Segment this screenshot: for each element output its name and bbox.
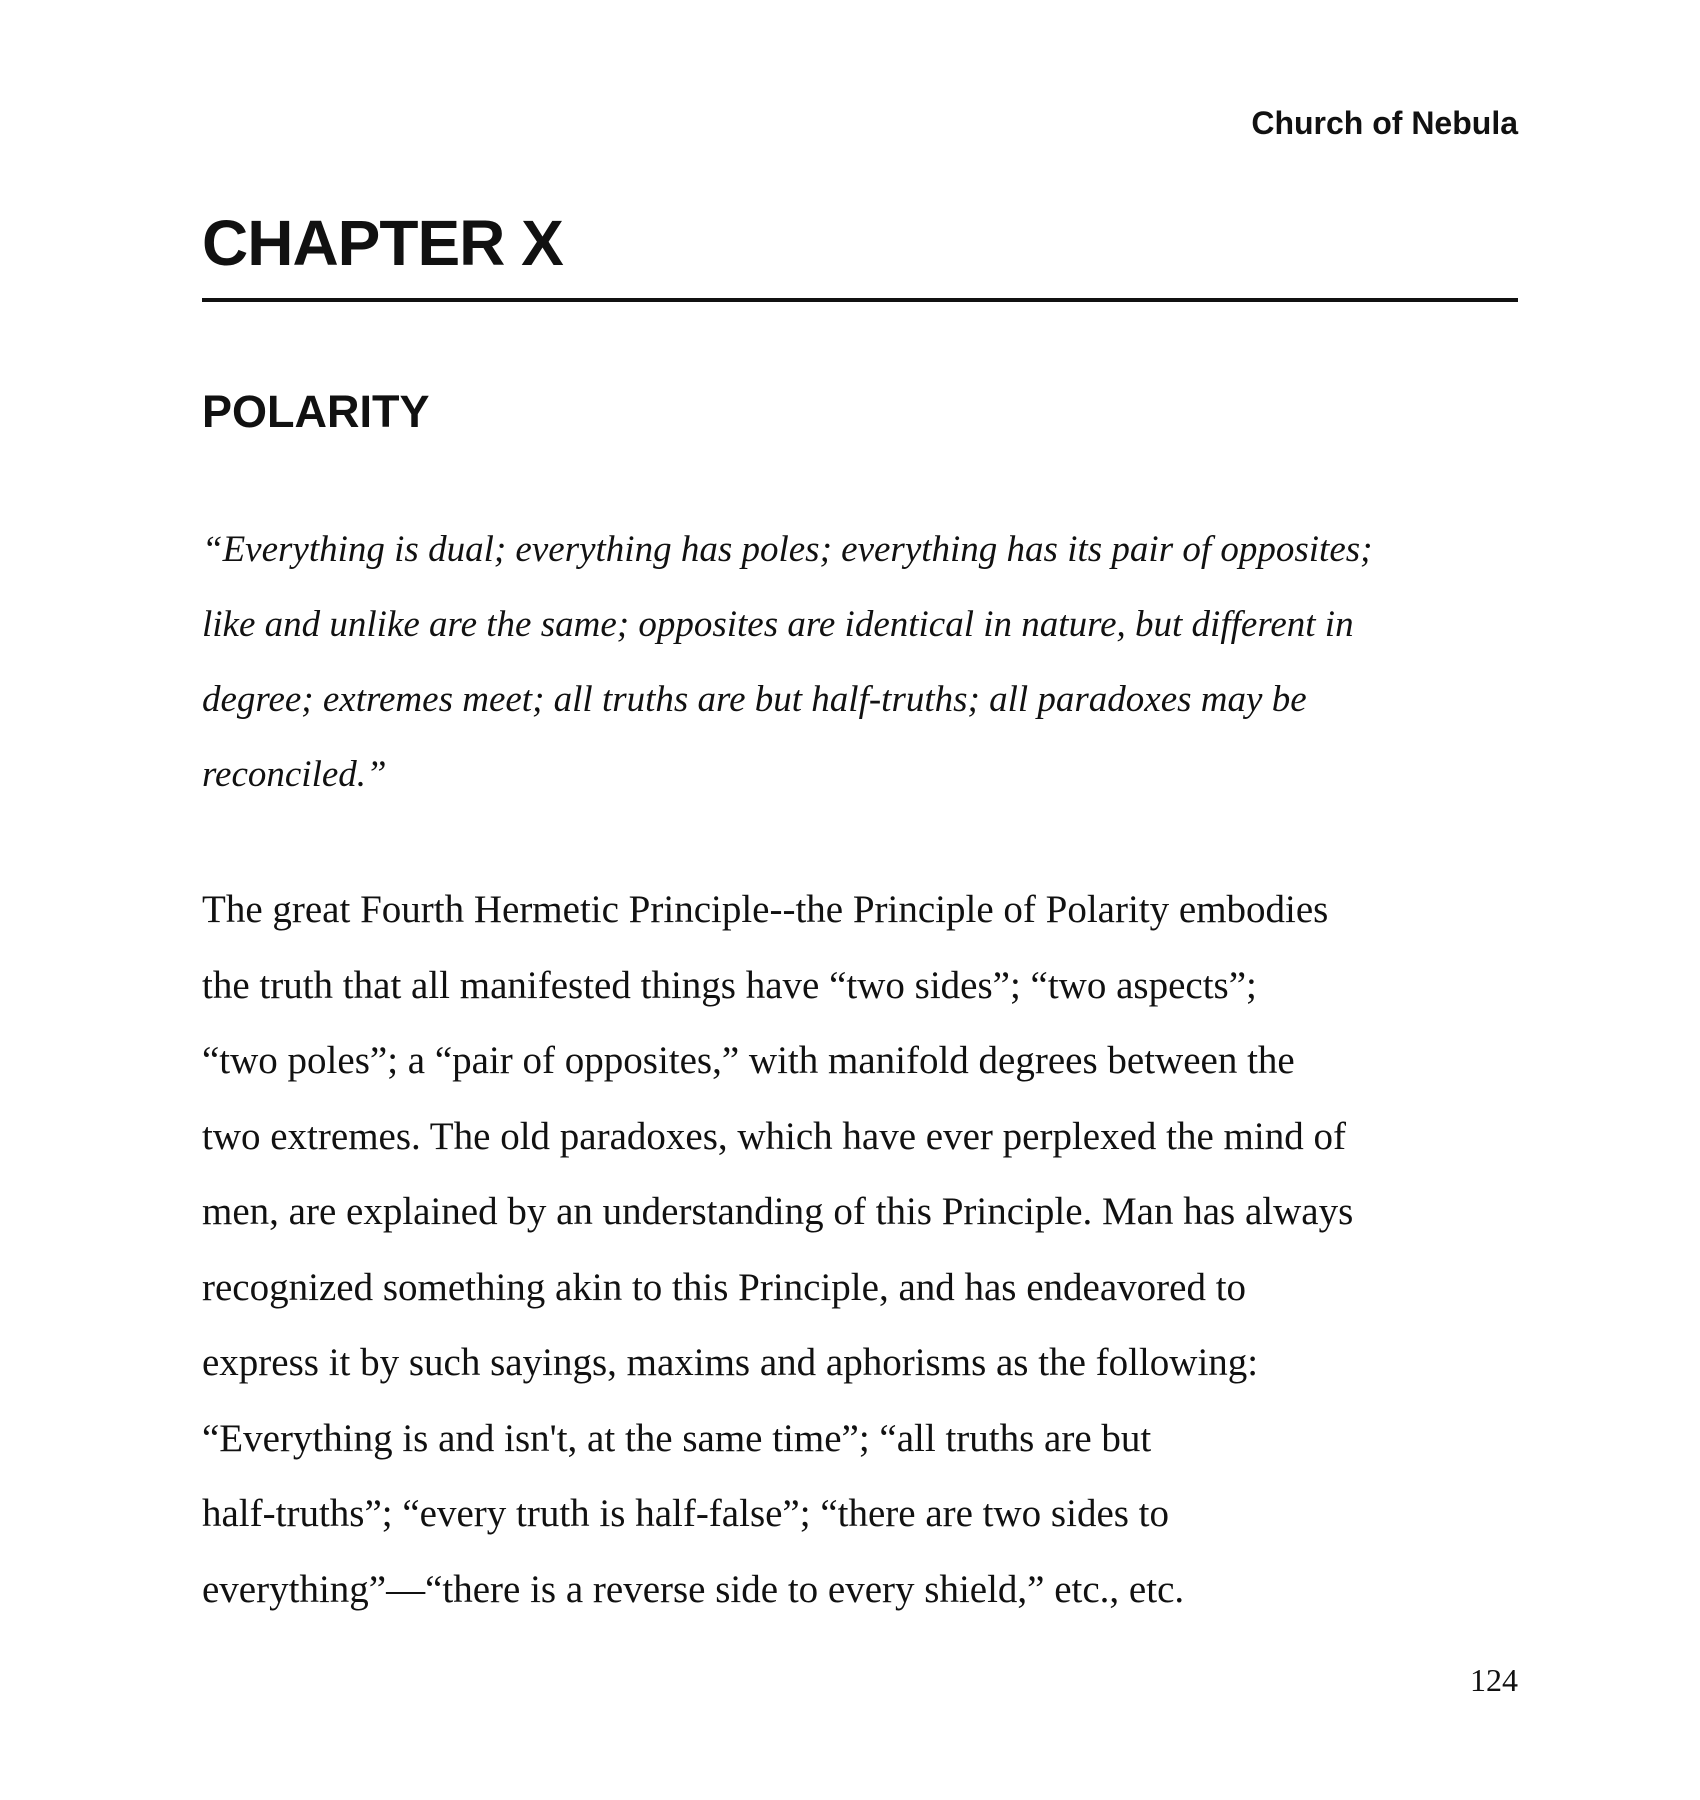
running-header: Church of Nebula bbox=[1251, 105, 1518, 141]
section-title: POLARITY bbox=[202, 386, 430, 437]
body-paragraph bbox=[202, 872, 1518, 1627]
body-line: The great Fourth Hermetic Principle--the Principle of Polarity embodies bbox=[202, 888, 1329, 931]
chapter-divider bbox=[202, 298, 1518, 302]
body-line: everything”—“there is a reverse side to every shield,” etc., etc. bbox=[202, 1567, 1185, 1611]
body-line: men, are explained by an understanding of this Principle. Man has always bbox=[202, 1190, 1354, 1233]
epigraph-line: reconciled.” bbox=[202, 754, 387, 795]
body-line: express it by such sayings, maxims and aphorisms as the following: bbox=[202, 1341, 1259, 1384]
body-line: “two poles”; a “pair of opposites,” with manifold degrees between the bbox=[202, 1039, 1295, 1082]
epigraph-line: degree; extremes meet; all truths are but half-truths; all paradoxes may be bbox=[202, 679, 1307, 720]
page-number: 124 bbox=[1470, 1662, 1518, 1698]
chapter-title: CHAPTER X bbox=[202, 207, 563, 279]
body-line: half-truths”; “every truth is half-false”; “there are two sides to bbox=[202, 1492, 1170, 1535]
epigraph-line: like and unlike are the same; opposites are identical in nature, but different in bbox=[202, 604, 1354, 645]
body-line: two extremes. The old paradoxes, which have ever perplexed the mind of bbox=[202, 1114, 1346, 1158]
body-line: the truth that all manifested things have “two sides”; “two aspects”; bbox=[202, 963, 1257, 1007]
epigraph-line: “Everything is dual; everything has poles; everything has its pair of opposites; bbox=[202, 529, 1373, 570]
epigraph-quote bbox=[202, 512, 1518, 812]
body-line: recognized something akin to this Principle, and has endeavored to bbox=[202, 1265, 1247, 1309]
body-line: “Everything is and isn't, at the same time”; “all truths are but bbox=[202, 1416, 1152, 1460]
